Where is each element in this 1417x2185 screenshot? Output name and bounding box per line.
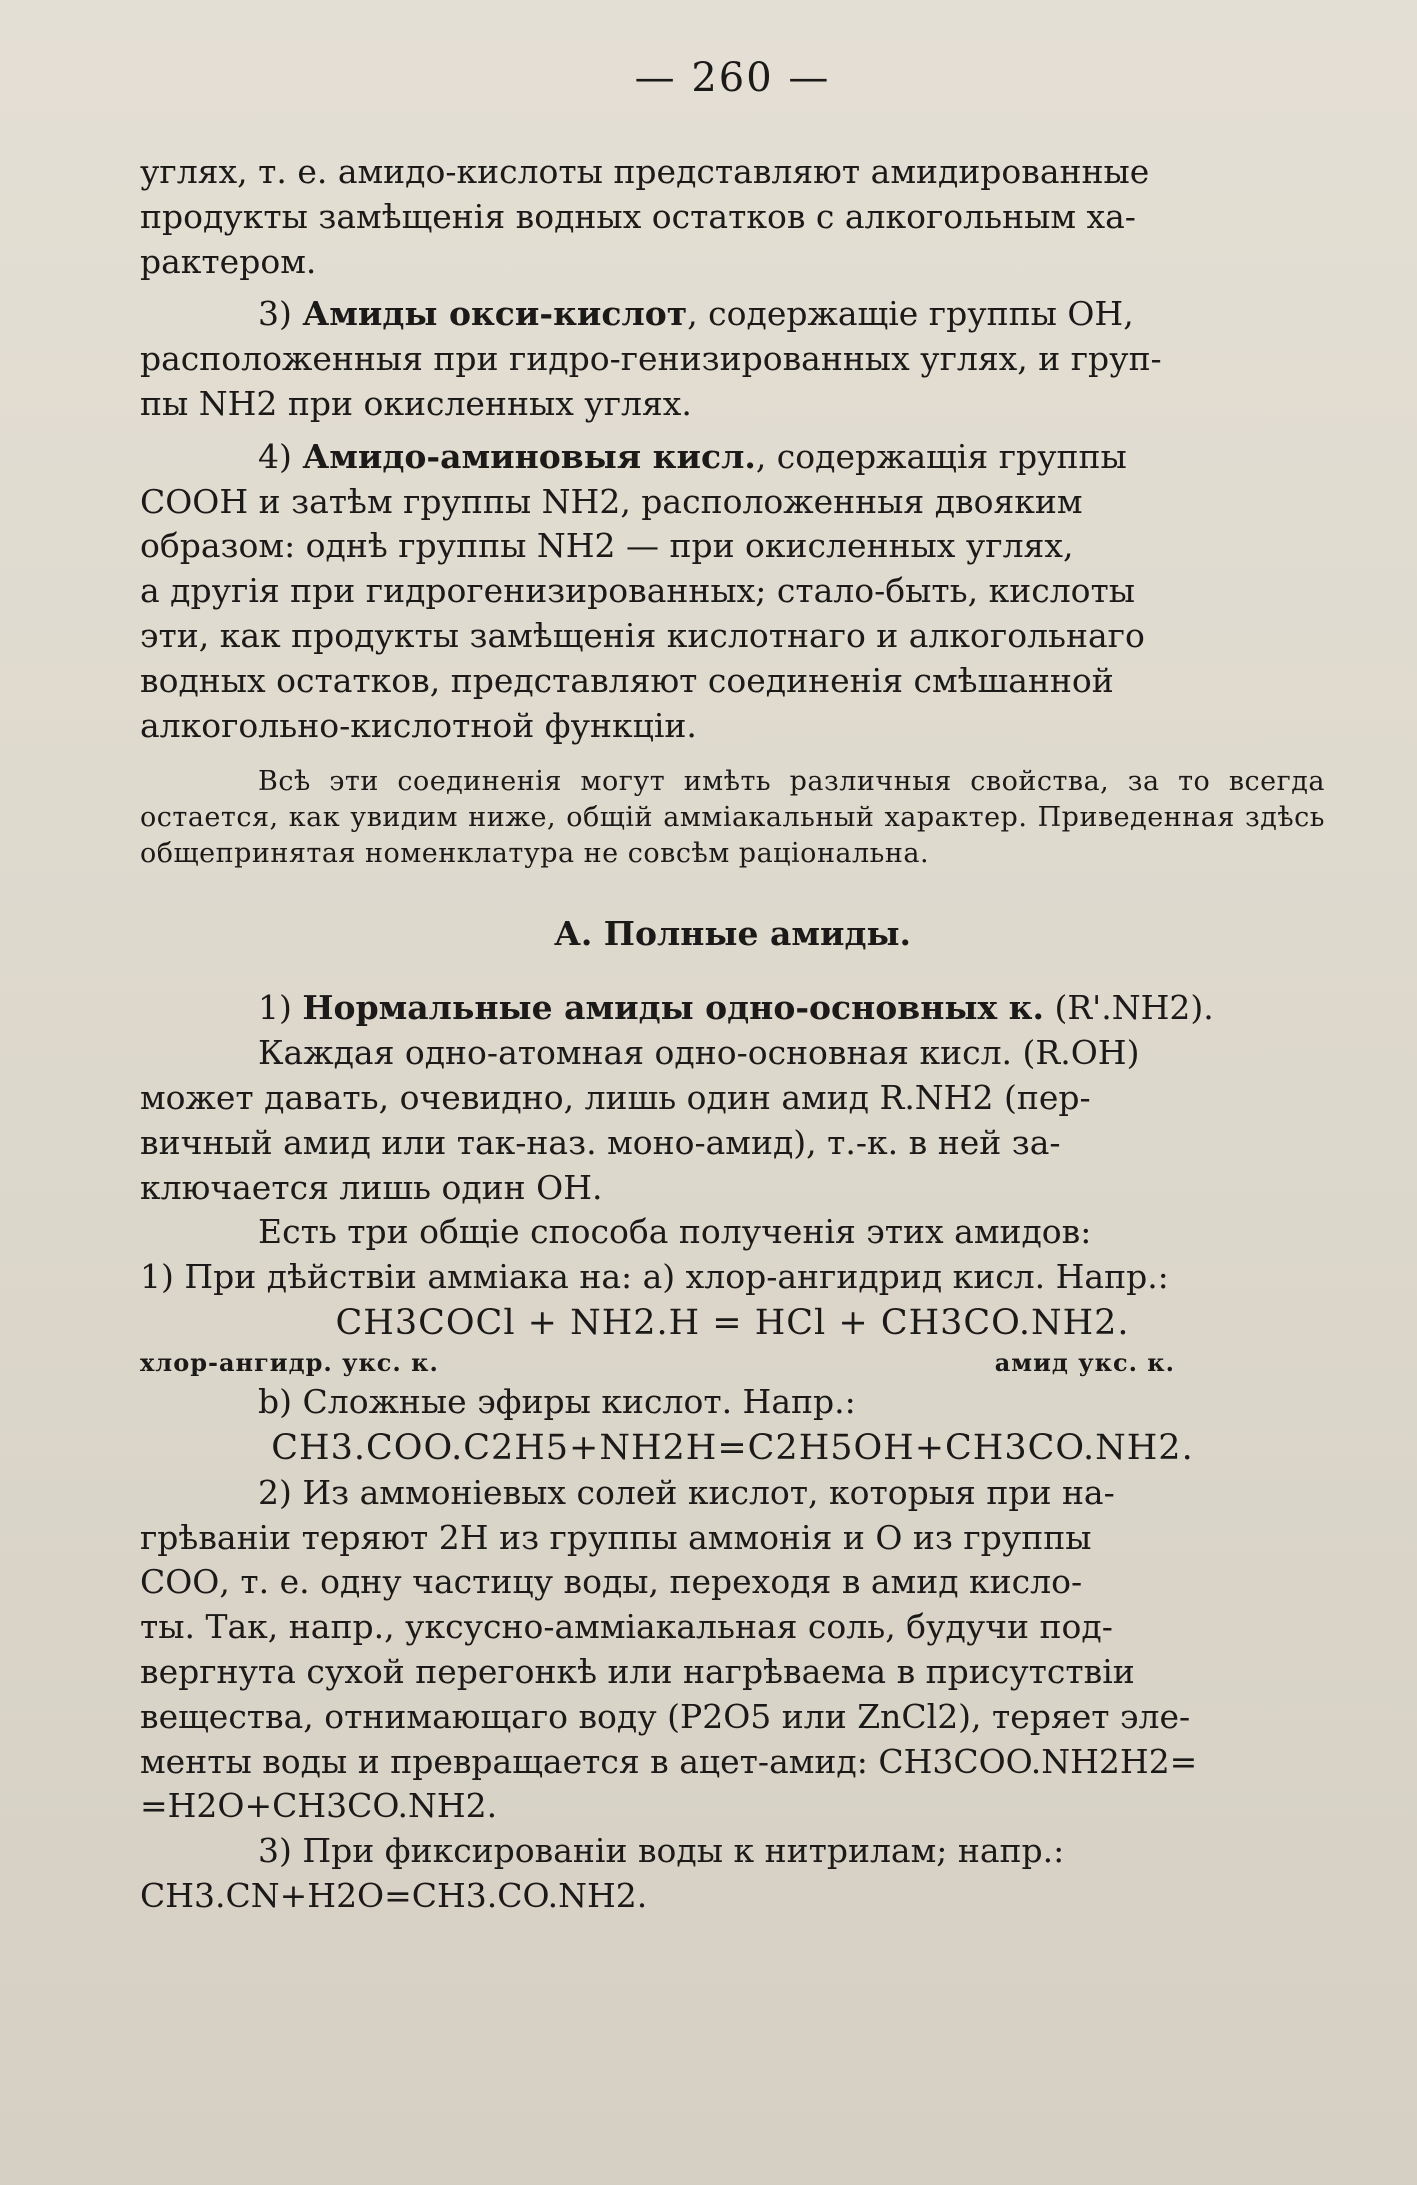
amide-line-2: может давать, очевидно, лишь один амид R.NH2 (пер- [140,1077,1091,1117]
methods-line-1: Есть три общіе способа полученія этих амидов: [258,1212,1092,1252]
subsection-1-title-line [140,986,1325,1031]
para2-line-4: ты. Так, напр., уксусно-амміакальная соль, будучи под- [140,1607,1113,1647]
item4-number: 4) [258,436,303,476]
item4-title: Амидо-аминовыя кисл. [302,436,756,476]
intro-line-3: рактером. [140,241,317,281]
formula-1: CH3COCl + NH2.H = HCl + CH3CO.NH2. [335,1302,1130,1343]
para3-line-1: 3) При фиксированіи воды к нитрилам; напр.: [258,1831,1065,1871]
methods-line-2: 1) При дѣйствіи амміака на: a) хлор-ангидрид кисл. Напр.: [140,1257,1169,1297]
item3-rest: , содержащіе группы ОН, [687,294,1134,334]
para2-line-8: =H2O+CH3CO.NH2. [140,1786,498,1826]
caption-chloranhydride: хлор-ангидр. укс. к. [140,1347,439,1377]
subsection-1-title: Нормальные амиды одно-основных к. [302,988,1044,1028]
para2-line-3: СОО, т. е. одну частицу воды, переходя в амид кисло- [140,1562,1083,1602]
item4-rest: , содержащія группы [755,436,1127,476]
subsection-1-number: 1) [258,988,303,1028]
para3-line-2: CH3.CN+H2O=CH3.CO.NH2. [140,1875,648,1915]
item3-line-2: расположенныя при гидро-генизированных углях, и груп- [140,339,1162,379]
amide-line-1: Каждая одно-атомная одно-основная кисл. (R.OH) [258,1033,1140,1073]
item4-line-4: а другія при гидрогенизированных; стало-быть, кислоты [140,571,1136,611]
para2-line-1: 2) Из аммоніевых солей кислот, которыя при на- [258,1472,1115,1512]
amide-line-4: ключается лишь один ОН. [140,1167,603,1207]
item3-first-line [140,292,1325,337]
item3-line-3: пы NH2 при окисленных углях. [140,383,692,423]
intro-line-1: углях, т. е. амидо-кислоты представляют амидированные [140,152,1150,191]
item4-line-3: образом: однѣ группы NH2 — при окисленных углях, [140,526,1074,566]
subsection-1-formula: (R'.NH2). [1043,988,1214,1028]
item3-title: Амиды окси-кислот [302,294,688,334]
para2-line-5: вергнута сухой перегонкѣ или нагрѣваема в присутствіи [140,1651,1135,1691]
line-b: b) Сложные эфиры кислот. Напр.: [258,1381,856,1421]
para2-line-7: менты воды и превращается в ацет-амид: CH3COO.NH2H2= [140,1741,1198,1781]
amide-line-3: вичный амид или так-наз. моно-амид), т.-к. в ней за- [140,1122,1061,1162]
section-heading-a: А. Полные амиды. [553,914,912,954]
intro-line-2: продукты замѣщенія водных остатков с алкогольным ха- [140,196,1136,236]
formula-2: CH3.COO.C2H5+NH2H=C2H5OH+CH3CO.NH2. [271,1427,1194,1468]
item4-line-5: эти, как продукты замѣщенія кислотнаго и алкогольнаго [140,615,1145,655]
page-content [140,50,1325,1919]
item4-line-6: водных остатков, представляют соединенія смѣшанной [140,660,1114,700]
note-paragraph: Всѣ эти соединенія могут имѣть различныя свойства, за то всегда остается, как увидим ниже, общій амміакальный характер. Приведенная здѣсь общепринятая номенклатура не совсѣм раціональна. [140,766,1325,870]
formula-1-captions [140,1346,1325,1380]
item3-number: 3) [258,294,303,334]
para2-line-6: вещества, отнимающаго воду (P2O5 или ZnCl2), теряет эле- [140,1696,1191,1736]
item4-line-2: СООН и затѣм группы NH2, расположенныя двояким [140,481,1083,521]
item4-line-7: алкогольно-кислотной функціи. [140,705,697,745]
item4-first-line [140,435,1325,480]
page-number: — 260 — [634,55,831,101]
caption-acetic-amide: амид укс. к. [994,1347,1175,1377]
para2-line-2: грѣваніи теряют 2Н из группы аммонія и О из группы [140,1517,1092,1557]
